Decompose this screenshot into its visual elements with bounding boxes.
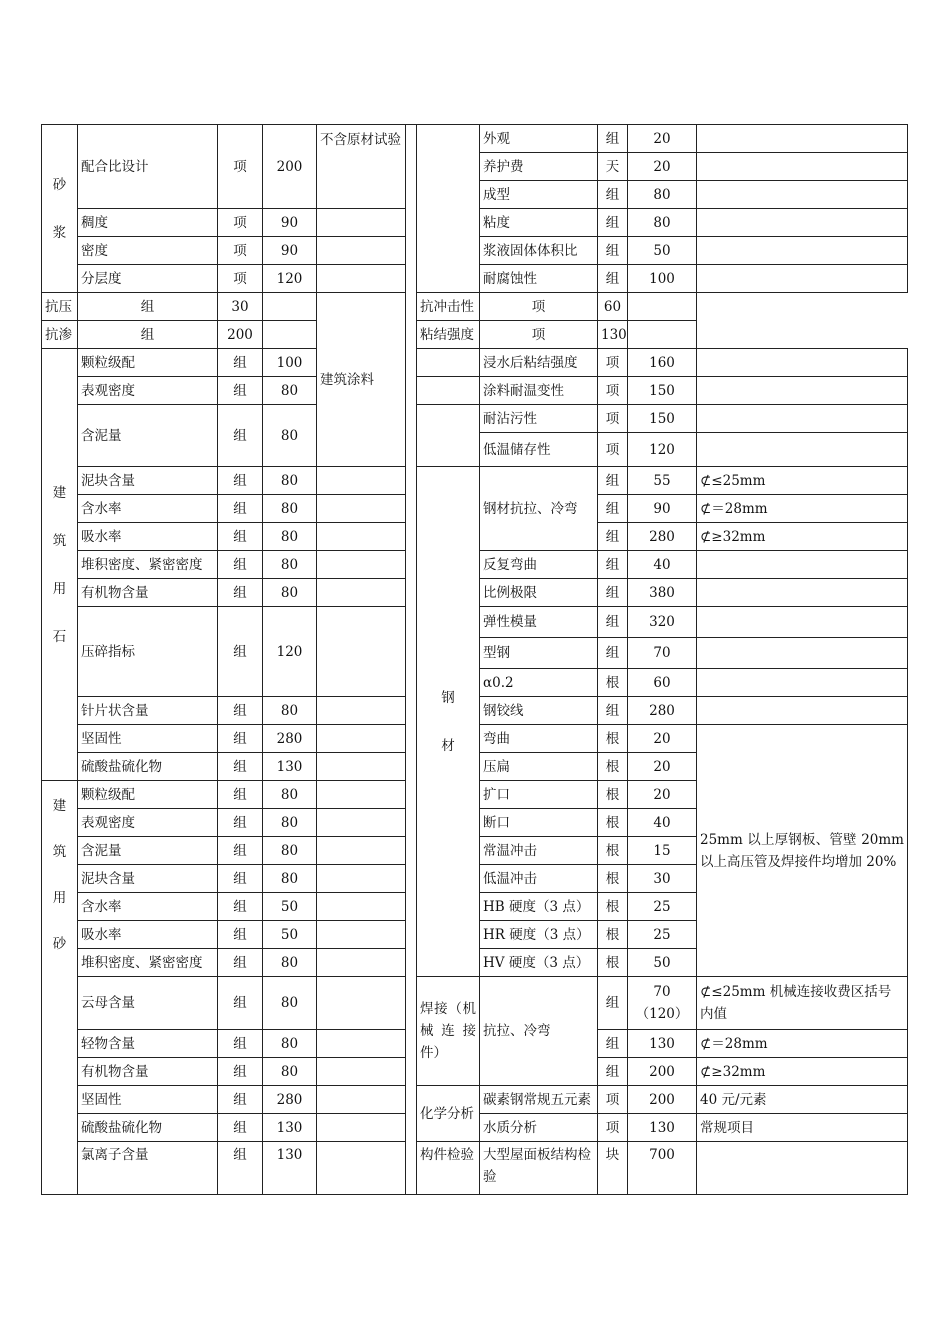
- item-price: 130: [263, 753, 317, 781]
- remark-cell: [317, 1030, 406, 1058]
- remark-cell: [417, 349, 480, 377]
- remark-cell: [317, 865, 406, 893]
- item-unit: 块: [598, 1142, 628, 1195]
- remark-cell: [317, 949, 406, 977]
- item-price: 80: [263, 977, 317, 1030]
- item-unit: 组: [218, 753, 263, 781]
- item-unit: 组: [218, 349, 263, 377]
- item-unit: 组: [218, 607, 263, 697]
- item-name: 含水率: [78, 495, 218, 523]
- item-price: 70: [628, 638, 697, 669]
- item-name: 水质分析: [480, 1114, 598, 1142]
- item-unit: 组: [218, 1030, 263, 1058]
- remark-cell: [697, 669, 908, 697]
- item-price: 55: [628, 467, 697, 495]
- item-price: 150: [628, 377, 697, 405]
- item-price: 380: [628, 579, 697, 607]
- item-unit: 项: [480, 293, 598, 321]
- item-price: 20: [628, 125, 697, 153]
- remark-cell: [697, 377, 908, 405]
- item-unit: 组: [598, 181, 628, 209]
- item-unit: 组: [218, 405, 263, 467]
- item-name: 大型屋面板结构检验: [480, 1142, 598, 1195]
- item-name: 压扁: [480, 753, 598, 781]
- item-unit: 项: [480, 321, 598, 349]
- remark-cell: ⊄≤25mm 机械连接收费区括号内值: [697, 977, 908, 1030]
- item-name: 外观: [480, 125, 598, 153]
- item-unit: 组: [598, 125, 628, 153]
- item-name: 型钢: [480, 638, 598, 669]
- item-price: 25: [628, 893, 697, 921]
- remark-cell: [263, 293, 317, 321]
- remark-cell: [697, 125, 908, 153]
- item-price: 50: [628, 949, 697, 977]
- item-name: 含泥量: [78, 405, 218, 467]
- remark-cell: 不含原材试验: [317, 125, 406, 209]
- item-price: 130: [263, 1142, 317, 1195]
- remark-cell: [317, 893, 406, 921]
- item-price: 50: [263, 893, 317, 921]
- item-unit: 组: [78, 321, 218, 349]
- item-price: 15: [628, 837, 697, 865]
- item-unit: 组: [218, 523, 263, 551]
- item-price: 80: [263, 837, 317, 865]
- item-price: 80: [628, 209, 697, 237]
- item-name: 稠度: [78, 209, 218, 237]
- remark-cell: [417, 405, 480, 467]
- item-unit: 组: [598, 579, 628, 607]
- category-mortar: 砂 浆: [42, 125, 78, 293]
- category-steel: 钢 材: [417, 467, 480, 977]
- item-price: 130: [628, 1114, 697, 1142]
- remark-cell: [317, 1086, 406, 1114]
- item-name: 硫酸盐硫化物: [78, 1114, 218, 1142]
- category-member: 构件检验: [417, 1142, 480, 1195]
- remark-cell: [317, 1114, 406, 1142]
- item-name: α0.2: [480, 669, 598, 697]
- remark-cell: [317, 209, 406, 237]
- item-name: 抗拉、冷弯: [480, 977, 598, 1086]
- item-price: 200: [218, 321, 263, 349]
- item-price: 80: [263, 551, 317, 579]
- item-price: 130: [598, 321, 628, 349]
- item-name: HR 硬度（3 点）: [480, 921, 598, 949]
- item-name: 含水率: [78, 893, 218, 921]
- item-price: 80: [263, 865, 317, 893]
- remark-cell: [317, 237, 406, 265]
- item-unit: 组: [218, 921, 263, 949]
- remark-cell: [317, 809, 406, 837]
- item-name: 断口: [480, 809, 598, 837]
- item-name: HV 硬度（3 点）: [480, 949, 598, 977]
- item-name: 针片状含量: [78, 697, 218, 725]
- item-name: 分层度: [78, 265, 218, 293]
- item-name: 坚固性: [78, 1086, 218, 1114]
- item-price: 25: [628, 921, 697, 949]
- item-name: 常温冲击: [480, 837, 598, 865]
- remark-cell: [628, 293, 697, 321]
- item-price: 160: [628, 349, 697, 377]
- item-unit: 项: [218, 265, 263, 293]
- item-name: 低温储存性: [480, 433, 598, 467]
- remark-cell: [317, 725, 406, 753]
- remark-cell: [697, 433, 908, 467]
- remark-cell: ⊄≤25mm: [697, 467, 908, 495]
- item-price: 80: [263, 1030, 317, 1058]
- item-unit: 组: [598, 551, 628, 579]
- item-price: 80: [263, 697, 317, 725]
- remark-cell: ⊄＝28mm: [697, 1030, 908, 1058]
- remark-cell: [628, 321, 697, 349]
- item-unit: 项: [218, 237, 263, 265]
- item-price: 200: [628, 1086, 697, 1114]
- item-price: 70（120）: [628, 977, 697, 1030]
- item-name: 耐沾污性: [480, 405, 598, 433]
- item-unit: 组: [218, 579, 263, 607]
- item-price: 280: [263, 1086, 317, 1114]
- item-price: 80: [263, 467, 317, 495]
- item-price: 120: [263, 607, 317, 697]
- item-name: 抗渗: [42, 321, 78, 349]
- item-name: 氯离子含量: [78, 1142, 218, 1195]
- item-price: 700: [628, 1142, 697, 1195]
- remark-cell: [317, 523, 406, 551]
- item-unit: 组: [598, 209, 628, 237]
- remark-cell: [697, 579, 908, 607]
- item-unit: 根: [598, 837, 628, 865]
- item-price: 60: [598, 293, 628, 321]
- remark-cell: [263, 321, 317, 349]
- item-name: 配合比设计: [78, 125, 218, 209]
- item-price: 80: [263, 809, 317, 837]
- item-unit: 组: [598, 1030, 628, 1058]
- item-unit: 项: [598, 405, 628, 433]
- item-price: 50: [628, 237, 697, 265]
- item-name: 反复弯曲: [480, 551, 598, 579]
- item-price: 320: [628, 607, 697, 638]
- item-price: 150: [628, 405, 697, 433]
- item-price: 120: [628, 433, 697, 467]
- item-unit: 根: [598, 781, 628, 809]
- remark-cell: [697, 181, 908, 209]
- item-price: 120: [263, 265, 317, 293]
- item-name: 吸水率: [78, 921, 218, 949]
- item-name: 密度: [78, 237, 218, 265]
- item-price: 40: [628, 809, 697, 837]
- remark-cell: 40 元/元素: [697, 1086, 908, 1114]
- category-unnamed: [417, 125, 480, 293]
- item-price: 80: [263, 781, 317, 809]
- item-unit: 项: [218, 125, 263, 209]
- item-price: 200: [263, 125, 317, 209]
- item-unit: 组: [218, 725, 263, 753]
- item-unit: 组: [598, 495, 628, 523]
- remark-cell: [697, 551, 908, 579]
- item-unit: 项: [218, 209, 263, 237]
- item-unit: 组: [598, 265, 628, 293]
- item-name: 泥块含量: [78, 865, 218, 893]
- item-unit: 根: [598, 809, 628, 837]
- remark-cell: [697, 265, 908, 293]
- item-unit: 组: [218, 377, 263, 405]
- remark-cell: [317, 753, 406, 781]
- column-separator: [406, 125, 417, 1195]
- item-name: 颗粒级配: [78, 349, 218, 377]
- item-unit: 组: [218, 977, 263, 1030]
- item-price: 80: [263, 405, 317, 467]
- item-price: 280: [628, 523, 697, 551]
- remark-cell: [317, 977, 406, 1030]
- item-unit: 根: [598, 669, 628, 697]
- item-price: 30: [628, 865, 697, 893]
- item-price: 20: [628, 725, 697, 753]
- item-name: 养护费: [480, 153, 598, 181]
- item-unit: 项: [598, 1114, 628, 1142]
- remark-cell: [697, 153, 908, 181]
- item-name: 成型: [480, 181, 598, 209]
- item-name: 有机物含量: [78, 579, 218, 607]
- item-name: 涂料耐温变性: [480, 377, 598, 405]
- item-price: 90: [263, 209, 317, 237]
- remark-cell: [417, 377, 480, 405]
- item-unit: 组: [218, 893, 263, 921]
- item-unit: 组: [218, 865, 263, 893]
- remark-cell: [317, 579, 406, 607]
- item-unit: 项: [598, 433, 628, 467]
- remark-cell: [697, 1142, 908, 1195]
- remark-cell: [317, 921, 406, 949]
- item-unit: 组: [218, 1086, 263, 1114]
- remark-cell: ⊄≥32mm: [697, 523, 908, 551]
- item-name: 低温冲击: [480, 865, 598, 893]
- item-name: 浆液固体体积比: [480, 237, 598, 265]
- item-unit: 根: [598, 725, 628, 753]
- item-price: 80: [263, 949, 317, 977]
- item-unit: 项: [598, 349, 628, 377]
- item-price: 280: [628, 697, 697, 725]
- remark-cell: [317, 781, 406, 809]
- item-name: 堆积密度、紧密密度: [78, 949, 218, 977]
- item-unit: 根: [598, 921, 628, 949]
- item-unit: 组: [598, 977, 628, 1030]
- item-unit: 组: [218, 837, 263, 865]
- item-name: 浸水后粘结强度: [480, 349, 598, 377]
- item-price: 80: [628, 181, 697, 209]
- item-price: 80: [263, 1058, 317, 1086]
- remark-cell: [697, 209, 908, 237]
- item-name: 抗压: [42, 293, 78, 321]
- item-unit: 组: [218, 551, 263, 579]
- remark-cell: [697, 607, 908, 638]
- item-unit: 根: [598, 949, 628, 977]
- category-coating: 建筑涂料: [317, 293, 406, 467]
- item-name: 表观密度: [78, 809, 218, 837]
- item-name: 压碎指标: [78, 607, 218, 697]
- item-name: 碳素钢常规五元素: [480, 1086, 598, 1114]
- item-name: 比例极限: [480, 579, 598, 607]
- remark-cell: ⊄＝28mm: [697, 495, 908, 523]
- item-unit: 组: [598, 467, 628, 495]
- item-unit: 项: [598, 377, 628, 405]
- item-price: 280: [263, 725, 317, 753]
- item-name: 钢铰线: [480, 697, 598, 725]
- item-price: 20: [628, 781, 697, 809]
- remark-cell: [317, 607, 406, 697]
- item-name: 表观密度: [78, 377, 218, 405]
- remark-cell: [697, 349, 908, 377]
- item-price: 20: [628, 153, 697, 181]
- item-price: 50: [263, 921, 317, 949]
- item-price: 20: [628, 753, 697, 781]
- remark-cell: [317, 1142, 406, 1195]
- item-price: 130: [263, 1114, 317, 1142]
- item-name: 含泥量: [78, 837, 218, 865]
- remark-cell: [317, 265, 406, 293]
- item-unit: 组: [218, 809, 263, 837]
- remark-cell: [317, 551, 406, 579]
- item-name: 耐腐蚀性: [480, 265, 598, 293]
- item-unit: 项: [598, 1086, 628, 1114]
- item-unit: 组: [218, 495, 263, 523]
- item-name: HB 硬度（3 点）: [480, 893, 598, 921]
- item-price: 40: [628, 551, 697, 579]
- item-price: 90: [263, 237, 317, 265]
- item-name: 弹性模量: [480, 607, 598, 638]
- item-unit: 组: [218, 697, 263, 725]
- item-unit: 组: [598, 523, 628, 551]
- category-stone: 建 筑 用 石: [42, 349, 78, 781]
- item-name: 坚固性: [78, 725, 218, 753]
- item-unit: 组: [598, 638, 628, 669]
- item-price: 80: [263, 495, 317, 523]
- remark-cell: [317, 837, 406, 865]
- item-unit: 组: [598, 237, 628, 265]
- remark-cell: [697, 638, 908, 669]
- item-unit: 组: [598, 1058, 628, 1086]
- item-price: 60: [628, 669, 697, 697]
- item-price: 200: [628, 1058, 697, 1086]
- item-unit: 组: [218, 1058, 263, 1086]
- item-unit: 组: [218, 467, 263, 495]
- remark-cell: ⊄≥32mm: [697, 1058, 908, 1086]
- item-name: 抗冲击性: [417, 293, 480, 321]
- item-name: 云母含量: [78, 977, 218, 1030]
- item-name: 粘度: [480, 209, 598, 237]
- item-name: 钢材抗拉、冷弯: [480, 467, 598, 551]
- category-sand: 建 筑 用 砂: [42, 781, 78, 1195]
- item-unit: 组: [218, 949, 263, 977]
- item-price: 80: [263, 579, 317, 607]
- item-price: 100: [628, 265, 697, 293]
- item-price: 80: [263, 377, 317, 405]
- item-unit: 组: [78, 293, 218, 321]
- item-name: 泥块含量: [78, 467, 218, 495]
- item-unit: 组: [218, 781, 263, 809]
- remark-cell: [697, 237, 908, 265]
- item-unit: 根: [598, 865, 628, 893]
- item-unit: 天: [598, 153, 628, 181]
- item-unit: 根: [598, 753, 628, 781]
- item-price: 130: [628, 1030, 697, 1058]
- item-price: 90: [628, 495, 697, 523]
- remark-cell: [697, 697, 908, 725]
- item-name: 堆积密度、紧密密度: [78, 551, 218, 579]
- item-unit: 根: [598, 893, 628, 921]
- item-name: 轻物含量: [78, 1030, 218, 1058]
- item-unit: 组: [598, 697, 628, 725]
- category-welding: 焊接（机械连接件）: [417, 977, 480, 1086]
- remark-cell: [697, 405, 908, 433]
- fee-schedule-table: [41, 124, 908, 1195]
- item-name: 颗粒级配: [78, 781, 218, 809]
- remark-cell: 25mm 以上厚钢板、管壁 20mm 以上高压管及焊接件均增加 20%: [697, 725, 908, 977]
- item-name: 扩口: [480, 781, 598, 809]
- item-name: 硫酸盐硫化物: [78, 753, 218, 781]
- category-chem: 化学分析: [417, 1086, 480, 1142]
- item-price: 100: [263, 349, 317, 377]
- item-price: 30: [218, 293, 263, 321]
- item-price: 80: [263, 523, 317, 551]
- item-unit: 组: [218, 1142, 263, 1195]
- item-name: 粘结强度: [417, 321, 480, 349]
- remark-cell: 常规项目: [697, 1114, 908, 1142]
- remark-cell: [317, 697, 406, 725]
- item-name: 有机物含量: [78, 1058, 218, 1086]
- item-name: 弯曲: [480, 725, 598, 753]
- remark-cell: [317, 1058, 406, 1086]
- remark-cell: [317, 495, 406, 523]
- item-unit: 组: [598, 607, 628, 638]
- item-name: 吸水率: [78, 523, 218, 551]
- remark-cell: [317, 467, 406, 495]
- item-unit: 组: [218, 1114, 263, 1142]
